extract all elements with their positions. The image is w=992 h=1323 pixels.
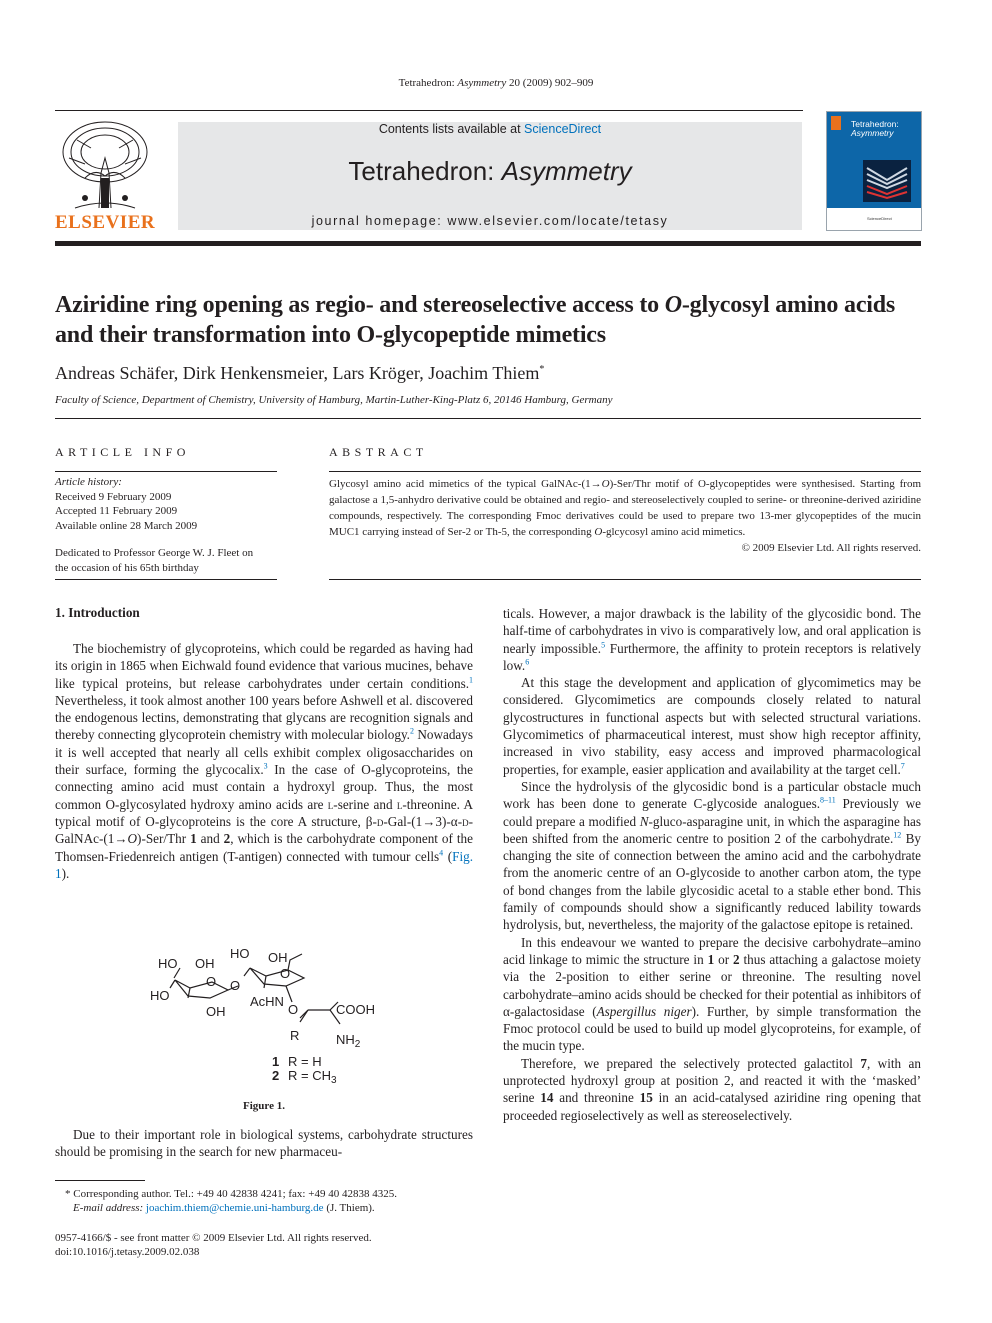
struct-ho-2: HO — [150, 988, 170, 1003]
section-heading-introduction: 1. Introduction — [55, 605, 140, 620]
compound-2-definition: $R = CH_3$ — [288, 1068, 337, 1086]
struct-oh-1: OH — [195, 956, 215, 971]
affiliation: Faculty of Science, Department of Chemistry, University of Hamburg, Martin-Luther-King-Platz 6, 20146 Hamburg, Germany — [55, 394, 613, 406]
journal-homepage-link[interactable]: journal homepage: www.elsevier.com/locate/tetasy — [311, 214, 669, 228]
intro-paragraph-2: Due to their important role in biological systems, carbohydrate structures should be promising in the search for new pharmaceu- — [55, 1127, 473, 1160]
paragraph-continuation: ticals. However, a major drawback is the lability of the glycosidic bond. The half-time of carbohydrates in vivo is comparatively low, and oral application is nearly impossible.$^5$ Furthermore, the affinity to protein receptors is relatively low.$^6$ — [503, 606, 921, 673]
paragraph-therefore: Therefore, we prepared the selectively protected galactitol 7, with an unprotected hydroxyl group at position 2, and reacted it with the ‘masked’ serine 14 and threonine 15 in an acid-catalysed aziridine ring opening that proceeded regioselectively as well as stereoselectively. — [503, 1055, 921, 1123]
dedication — [55, 546, 277, 575]
article-front-matter — [55, 1231, 372, 1259]
struct-o-ring-2: O — [280, 966, 291, 981]
article-history — [55, 475, 277, 533]
struct-o-ring-1: O — [206, 974, 217, 989]
affiliation-rule — [55, 418, 921, 419]
citation-link[interactable]: 2 — [409, 727, 414, 737]
corresponding-author-mark[interactable]: * — [539, 364, 545, 375]
article-info-bottom-rule — [55, 579, 277, 580]
intro-paragraph-1: The biochemistry of glycoproteins, which could be regarded as having had its origin in 1865 when Eichwald found evidence that various mucines, behave like typical proteins, but release carbohydrates under certain conditions.$^1$ Nevertheless, it took almost another 100 years before Ashwell et al. discovered the endogenous lectins, demonstrating that glycans are recognition signals and thereby connecting glycoprotein chemistry with molecular biology.$^2$ Nowadays it is well accepted that nearly all cells exhibit complex oligosaccharides on their surface, forming the glycocalix.$^3$ In the case of O-glycoproteins, the connecting amino acid must contain a hydroxyl group. Thus, the most common O-glycosylated hydroxy amino acids are l-serine and l-threonine. A typical motif of O-glycoproteins is the core A structure, β-d-Gal-(1→3)-α-d-GalNAc-(1→O)-Ser/Thr 1 and 2, which is the carbohydrate component of the Thomsen-Friedenreich antigen (T-antigen) connected with tumour cells$^4$ (Fig. 1). — [55, 641, 473, 881]
abstract-text: Glycosyl amino acid mimetics of the typical GalNAc-(1→O)-Ser/Thr motif of O-glycopeptides were synthesised. Starting from galactose a 1,5-anhydro derivative could be obtained and regio- and stereoselectively coupled to serine- or threonine-derived aziridine compounds, respectively. The corresponding Fmoc derivatives could be used to prepare two 13-mer glycopeptides of the mucin MUC1 carrying instead of Ser-2 or Th-5, the corresponding O-glcycosyl amino acid mimetics. © 2009 Elsevier Ltd. All rights reserved. — [329, 478, 922, 554]
struct-cooh: COOH — [336, 1002, 375, 1017]
citation-link[interactable]: 7 — [900, 761, 905, 771]
figure-1-caption: Figure 1. — [243, 1100, 285, 1112]
cover-artwork — [863, 160, 911, 202]
journal-title: Tetrahedron: Asymmetry — [348, 156, 632, 186]
accepted-date: Accepted 11 February 2009 — [55, 505, 178, 517]
struct-nh2: $NH_2$ — [336, 1032, 361, 1050]
publisher-name: ELSEVIER — [55, 212, 156, 233]
cover-title: Tetrahedron: Asymmetry — [851, 119, 899, 138]
citation-link[interactable]: 8–11 — [820, 795, 836, 805]
article-title: Aziridine ring opening as regio- and stereoselective access to O-glycosyl amino acids and their transformation into O-glycopeptide mimetics — [55, 292, 896, 348]
citation-link[interactable]: 12 — [893, 830, 902, 840]
struct-oh-3: OH — [268, 950, 288, 965]
citation-link[interactable]: 4 — [439, 848, 444, 858]
paragraph-glycomimetics: At this stage the development and application of glycomimetics may be considered. Glycomimetics are compounds closely related to natural glycostructures in functional aspects but with selected structural variations. Glycomimetics of pharmaceutical interest, must show high receptor affinity, increased in vivo stability, easy access and improved pharmacological properties, for example, easier application and availability at the target cell.$^7$ — [503, 675, 921, 777]
citation-link[interactable]: 1 — [469, 675, 473, 685]
running-head: Tetrahedron: Asymmetry 20 (2009) 902–909 — [398, 77, 594, 89]
compound-2-number: 2 — [272, 1068, 280, 1083]
citation-link[interactable]: 3 — [263, 761, 268, 771]
struct-oh-2: OH — [206, 1004, 226, 1019]
dedication-line-1: Dedicated to Professor George W. J. Fleet on — [55, 547, 254, 559]
struct-o-glycosidic: O — [288, 1002, 299, 1017]
abstract-bottom-rule — [329, 579, 921, 580]
citation-link[interactable]: 6 — [525, 657, 530, 667]
compound-1-number: 1 — [272, 1054, 280, 1069]
cover-logo — [831, 116, 841, 130]
dedication-line-2: the occasion of his 65th birthday — [55, 561, 199, 574]
right-column-text — [503, 605, 921, 1124]
online-date: Available online 28 March 2009 — [55, 519, 198, 532]
abstract-copyright: © 2009 Elsevier Ltd. All rights reserved. — [741, 542, 921, 554]
figure-1-link[interactable]: Fig. 1 — [55, 848, 473, 881]
figure-1-structure — [140, 940, 400, 1090]
history-label: Article history: — [55, 476, 122, 488]
abstract-label: ABSTRACT — [329, 445, 428, 459]
header-thick-rule — [55, 241, 921, 246]
citation-link[interactable]: 5 — [601, 640, 606, 650]
sciencedirect-link[interactable]: ScienceDirect — [524, 122, 602, 136]
issn-line: 0957-4166/$ - see front matter © 2009 Elsevier Ltd. All rights reserved. — [55, 1232, 372, 1244]
article-info-label: ARTICLE INFO — [55, 445, 190, 459]
article-info-rule — [55, 471, 277, 472]
struct-achn: AcHN — [250, 994, 284, 1009]
header-rule — [55, 110, 803, 111]
footnote-rule — [55, 1180, 145, 1181]
author-list: Andreas Schäfer, Dirk Henkensmeier, Lars Kröger, Joachim Thiem* — [55, 363, 545, 383]
paragraph-endeavour: In this endeavour we wanted to prepare the decisive carbohydrate–amino acid linkage to mimic the structure in 1 or 2 thus attaching a galactose moiety via the 2-position to either serine or threonine. The resulting novel carbohydrate–amino acids should be checked for their potential as inhibitors of α-galactosidase (Aspergillus niger). Further, by simple transformation the Fmoc protocol could be used to build up model glycoproteins, for example, of the mucin type. — [503, 934, 921, 1054]
struct-r: R — [290, 1028, 300, 1043]
struct-ho-3: HO — [230, 946, 250, 961]
corresponding-author-footnote: * Corresponding author. Tel.: +49 40 42838 4241; fax: +49 40 42838 4325. E-mail address: joachim.thiem@chemie.uni-hamburg.de (J. Thiem). — [65, 1188, 397, 1214]
journal-cover-image — [826, 111, 922, 231]
journal-banner — [178, 122, 802, 230]
paragraph-hydrolysis: Since the hydrolysis of the glycosidic bond is a particular obstacle much work has been done to generate C-glycoside analogues.$^{8-11}$ Previously we could prepare a modified N-gluco-asparagine unit, in which the asparagine has been shifted from the anomeric centre to position 2 of the carbohydrate.$^{12}$ By changing the site of connection between the amino acid and the carbohydrate from the anomeric centre of an O-glycoside to another carbon atom, the type of bond changes from the labile glycosidic acetal to a stable ether bond. This family of compounds should show a significantly reduced lability towards hydrolysis, but, nevertheless, the majority of the galactose epitope is retained. — [503, 778, 922, 933]
author-email-link[interactable]: joachim.thiem@chemie.uni-hamburg.de — [145, 1202, 324, 1214]
struct-ho-1: HO — [158, 956, 178, 971]
cover-footer: ScienceDirect — [827, 208, 921, 230]
abstract-rule — [329, 471, 921, 472]
received-date: Received 9 February 2009 — [55, 490, 172, 503]
contents-line: Contents lists available at ScienceDirect — [378, 122, 602, 136]
compound-1-definition: R = H — [288, 1054, 322, 1069]
struct-o-link: O — [230, 978, 241, 993]
doi-line[interactable]: doi:10.1016/j.tetasy.2009.02.038 — [55, 1246, 200, 1258]
